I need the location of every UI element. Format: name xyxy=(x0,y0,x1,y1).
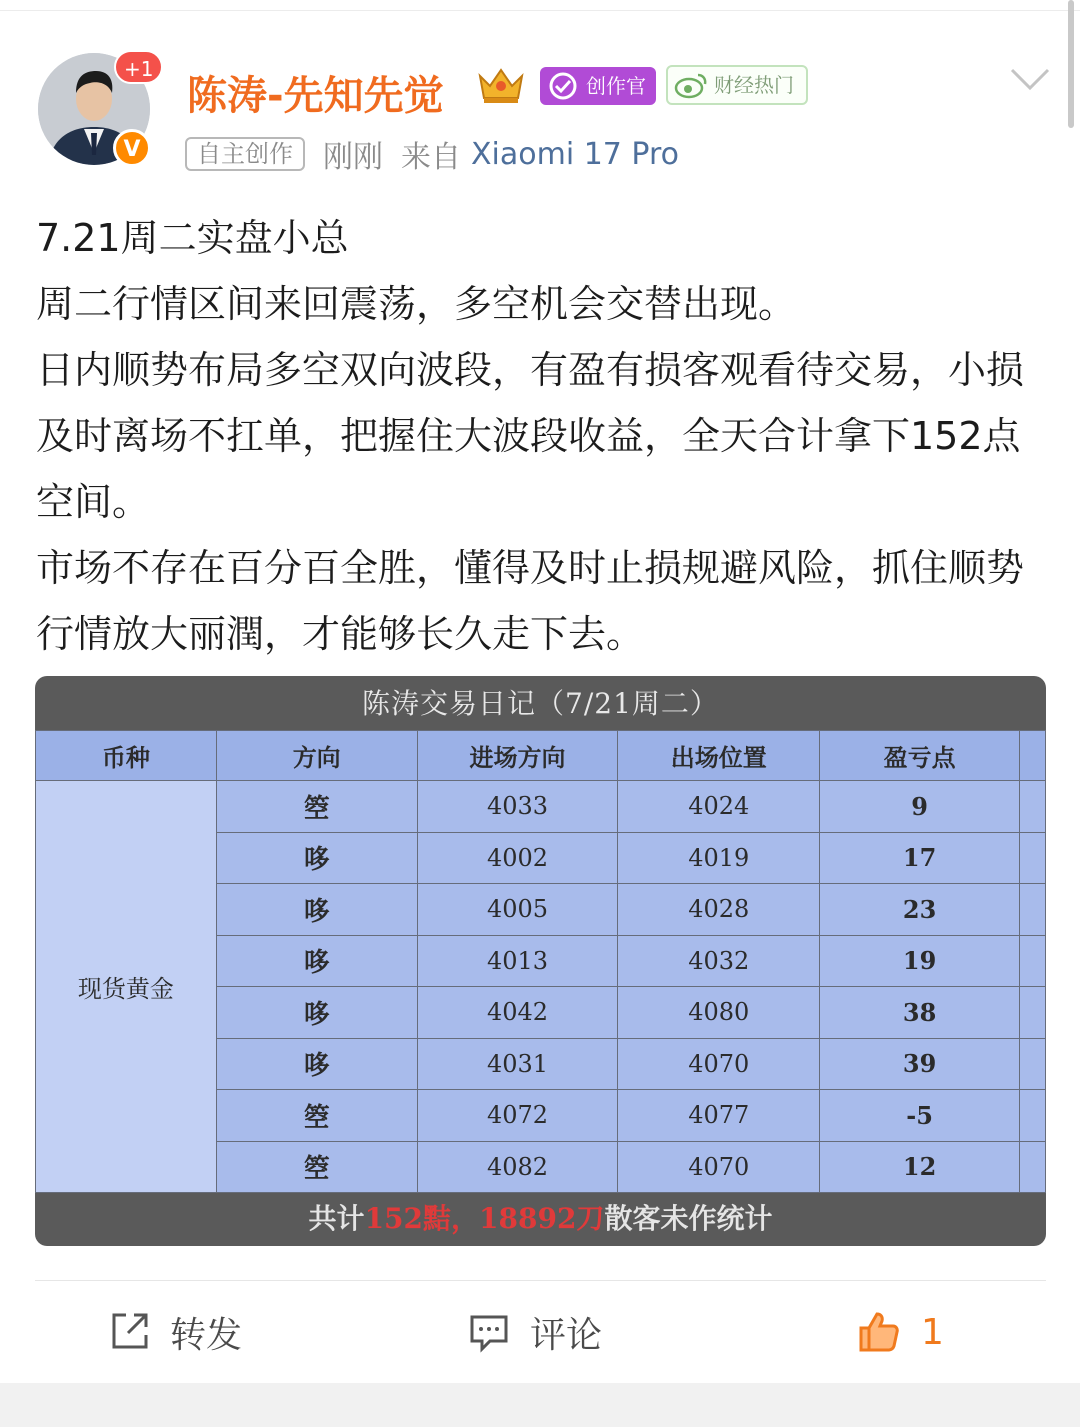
direction-cell: 哆 xyxy=(216,832,417,884)
exit-cell: 4024 xyxy=(618,781,820,833)
post-line: 日内顺势布局多空双向波段，有盈有损客观看待交易，小损及时离场不扛单，把握住大波段收益，全天合计拿下152点空间。 xyxy=(36,348,1025,524)
finance-hot-badge[interactable] xyxy=(666,65,808,105)
exit-cell: 4080 xyxy=(618,987,820,1039)
pl-cell: -5 xyxy=(820,1090,1020,1142)
currency-cell: 现货黄金 xyxy=(36,781,217,1193)
entry-cell: 4013 xyxy=(417,935,618,987)
direction-cell: 箜 xyxy=(216,781,417,833)
header-extra xyxy=(1019,731,1045,781)
pl-cell: 39 xyxy=(820,1038,1020,1090)
extra-cell xyxy=(1019,884,1045,936)
extra-cell xyxy=(1019,1090,1045,1142)
comment-icon xyxy=(466,1309,512,1355)
entry-cell: 4072 xyxy=(417,1090,618,1142)
table-header-row xyxy=(36,731,1046,781)
like-count: 1 xyxy=(921,1311,944,1353)
post-line: 周二行情区间来回震荡，多空机会交替出现。 xyxy=(36,282,797,326)
comment-button[interactable] xyxy=(466,1300,602,1364)
top-divider xyxy=(0,10,1080,11)
exit-cell: 4019 xyxy=(618,832,820,884)
direction-cell: 哆 xyxy=(216,935,417,987)
header-currency: 币种 xyxy=(36,731,217,781)
device-link[interactable]: Xiaomi 17 Pro xyxy=(471,136,680,172)
footer-suffix: 散客未作统计 xyxy=(604,1202,773,1235)
post-line: 市场不存在百分百全胜，懂得及时止损规避风险，抓住顺势行情放大丽潤，才能够长久走下去。 xyxy=(36,546,1025,656)
entry-cell: 4005 xyxy=(417,884,618,936)
header-pl: 盈亏点 xyxy=(820,731,1020,781)
creator-badge[interactable] xyxy=(540,67,656,105)
actions-divider xyxy=(35,1280,1046,1281)
entry-cell: 4042 xyxy=(417,987,618,1039)
entry-cell: 4082 xyxy=(417,1141,618,1193)
share-icon xyxy=(106,1309,152,1355)
pl-cell: 9 xyxy=(820,781,1020,833)
footer-amount: 18892刀 xyxy=(479,1202,605,1235)
entry-cell: 4033 xyxy=(417,781,618,833)
header-direction: 方向 xyxy=(216,731,417,781)
exit-cell: 4077 xyxy=(618,1090,820,1142)
share-button[interactable] xyxy=(106,1300,242,1364)
direction-cell: 哆 xyxy=(216,1038,417,1090)
direction-cell: 哆 xyxy=(216,884,417,936)
share-label: 转发 xyxy=(170,1314,243,1356)
header-exit: 出场位置 xyxy=(618,731,820,781)
entry-cell: 4002 xyxy=(417,832,618,884)
finance-hot-label: 财经热门 xyxy=(714,73,794,97)
crown-icon xyxy=(474,64,528,106)
direction-cell: 箜 xyxy=(216,1141,417,1193)
post-meta xyxy=(185,136,680,175)
extra-cell xyxy=(1019,987,1045,1039)
post-line: 7.21周二实盘小总 xyxy=(36,216,349,260)
post-text xyxy=(36,205,1046,667)
comment-label: 评论 xyxy=(530,1314,603,1356)
exit-cell: 4070 xyxy=(618,1141,820,1193)
trade-table xyxy=(35,730,1046,1193)
header-entry: 进场方向 xyxy=(417,731,618,781)
like-button[interactable] xyxy=(855,1300,944,1364)
exit-cell: 4070 xyxy=(618,1038,820,1090)
footer-points: 152黠， xyxy=(364,1202,480,1235)
pl-cell: 19 xyxy=(820,935,1020,987)
table-title: 陈涛交易日记（7/21周二） xyxy=(362,687,719,720)
footer-prefix: 共计 xyxy=(308,1202,365,1235)
extra-cell xyxy=(1019,832,1045,884)
pl-cell: 23 xyxy=(820,884,1020,936)
creator-badge-label: 创作官 xyxy=(586,74,646,98)
verified-badge: V xyxy=(113,129,151,167)
extra-cell xyxy=(1019,781,1045,833)
extra-cell xyxy=(1019,1141,1045,1193)
weibo-icon xyxy=(674,71,708,99)
table-footer xyxy=(35,1191,1046,1246)
original-tag: 自主创作 xyxy=(185,137,305,171)
table-row xyxy=(36,781,1046,833)
thumbs-up-icon xyxy=(855,1308,903,1356)
direction-cell: 箜 xyxy=(216,1090,417,1142)
extra-cell xyxy=(1019,935,1045,987)
extra-cell xyxy=(1019,1038,1045,1090)
pl-cell: 12 xyxy=(820,1141,1020,1193)
post-time: 刚刚 xyxy=(323,140,383,175)
pl-cell: 38 xyxy=(820,987,1020,1039)
trade-journal-image[interactable] xyxy=(35,676,1046,1246)
exit-cell: 4032 xyxy=(618,935,820,987)
chevron-down-icon[interactable] xyxy=(1006,64,1054,94)
creator-icon xyxy=(546,70,580,102)
bottom-gap xyxy=(0,1383,1080,1427)
pl-cell: 17 xyxy=(820,832,1020,884)
author-name[interactable]: 陈涛-先知先觉 xyxy=(187,73,444,119)
entry-cell: 4031 xyxy=(417,1038,618,1090)
notification-badge: +1 xyxy=(114,50,163,84)
exit-cell: 4028 xyxy=(618,884,820,936)
post-header xyxy=(0,40,1080,180)
direction-cell: 哆 xyxy=(216,987,417,1039)
source-label: 来自 xyxy=(401,140,461,175)
